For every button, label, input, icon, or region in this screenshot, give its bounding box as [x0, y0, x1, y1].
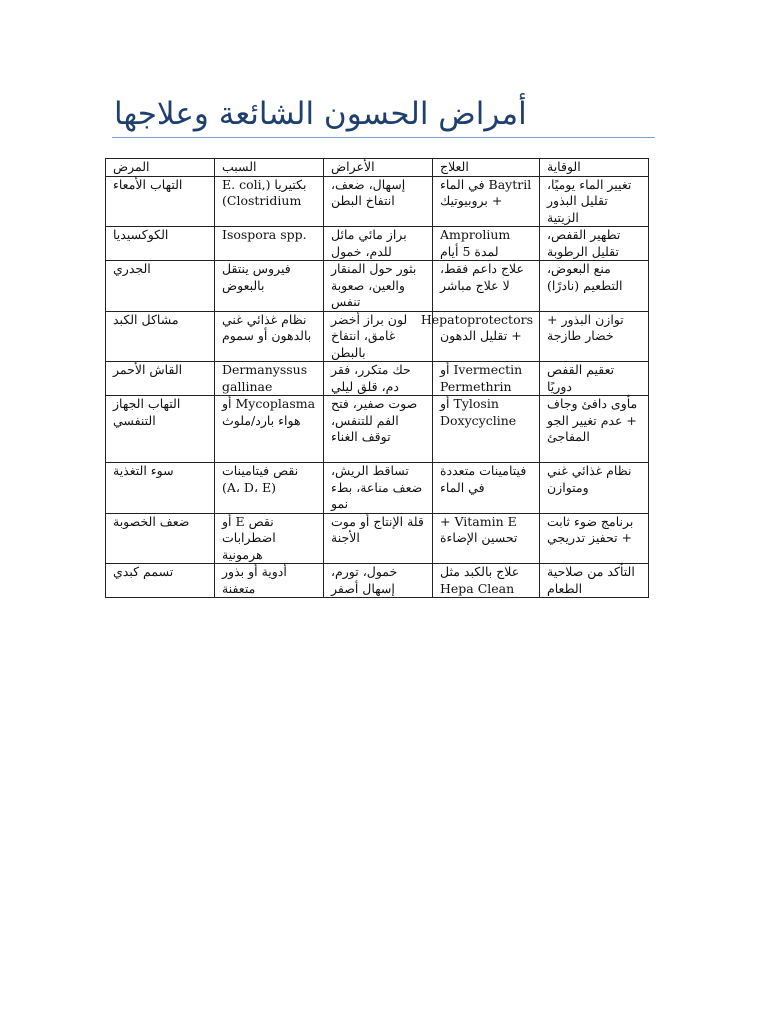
cell-disease: الكوكسيديا: [106, 227, 215, 261]
table-row: [106, 463, 649, 514]
table-row: [106, 513, 649, 564]
cell-cause: فيروس ينتقل بالبعوض: [215, 261, 324, 312]
cell-cause: Mycoplasma أو هواء بارد/ملوث: [215, 396, 324, 463]
table-row: [106, 261, 649, 312]
cell-treatment: Hepatoprotectors + تقليل الدهون: [433, 311, 540, 362]
cell-prevention: توازن البذور + خضار طازجة: [540, 311, 649, 362]
cell-prevention: تطهير القفص، تقليل الرطوبة: [540, 227, 649, 261]
cell-cause: نقص E أو اضطرابات هرمونية: [215, 513, 324, 564]
cell-disease: سوء التغذية: [106, 463, 215, 514]
table-header-row: [106, 159, 649, 177]
cell-treatment: علاج داعم فقط، لا علاج مباشر: [433, 261, 540, 312]
cell-disease: التهاب الأمعاء: [106, 176, 215, 227]
cell-symptoms: براز مائي مائل للدم، خمول: [324, 227, 433, 261]
cell-treatment: علاج بالكبد مثل Hepa Clean: [433, 564, 540, 598]
cell-symptoms: خمول، تورم، إسهال أصفر: [324, 564, 433, 598]
table-row: [106, 227, 649, 261]
cell-symptoms: صوت صفير، فتح الفم للتنفس، توقف الغناء: [324, 396, 433, 463]
table-row: [106, 176, 649, 227]
cell-treatment: Vitamin E + تحسين الإضاءة: [433, 513, 540, 564]
cell-cause: نقص فيتامينات (A، D، E): [215, 463, 324, 514]
cell-symptoms: إسهال، ضعف، انتفاخ البطن: [324, 176, 433, 227]
cell-treatment: Tylosin أو Doxycycline: [433, 396, 540, 463]
table-body: [106, 159, 649, 598]
cell-disease: التهاب الجهاز التنفسي: [106, 396, 215, 463]
cell-disease: القاش الأحمر: [106, 362, 215, 396]
table-row: [106, 396, 649, 463]
cell-prevention: منع البعوض، التطعيم (نادرًا): [540, 261, 649, 312]
cell-disease: ضعف الخصوبة: [106, 513, 215, 564]
cell-prevention: تعقيم القفص دوريًا: [540, 362, 649, 396]
cell-symptoms: قلة الإنتاج أو موت الأجنة: [324, 513, 433, 564]
header-disease: المرض: [106, 159, 215, 177]
page-title: أمراض الحسون الشائعة وعلاجها: [114, 96, 527, 132]
cell-cause: أدوية أو بذور متعفنة: [215, 564, 324, 598]
cell-prevention: نظام غذائي غني ومتوازن: [540, 463, 649, 514]
cell-cause: بكتيريا (E. coli, Clostridium): [215, 176, 324, 227]
cell-disease: تسمم كبدي: [106, 564, 215, 598]
table-row: [106, 311, 649, 362]
cell-prevention: التأكد من صلاحية الطعام: [540, 564, 649, 598]
cell-symptoms: بثور حول المنقار والعين، صعوبة تنفس: [324, 261, 433, 312]
cell-disease: مشاكل الكبد: [106, 311, 215, 362]
cell-treatment: فيتامينات متعددة في الماء: [433, 463, 540, 514]
cell-treatment: Baytril في الماء + بروبيوتيك: [433, 176, 540, 227]
cell-cause: نظام غذائي غني بالدهون أو سموم: [215, 311, 324, 362]
cell-cause: Isospora spp.: [215, 227, 324, 261]
header-treatment: العلاج: [433, 159, 540, 177]
table-row: [106, 362, 649, 396]
diseases-table: [105, 158, 649, 598]
cell-treatment: Ivermectin أو Permethrin: [433, 362, 540, 396]
cell-disease: الجدري: [106, 261, 215, 312]
table-row: [106, 564, 649, 598]
cell-prevention: تغيير الماء يوميًا، تقليل البذور الزيتية: [540, 176, 649, 227]
title-underline: [112, 137, 655, 138]
header-symptoms: الأعراض: [324, 159, 433, 177]
header-prevention: الوقاية: [540, 159, 649, 177]
cell-prevention: مأوى دافئ وجاف + عدم تغيير الجو المفاجئ: [540, 396, 649, 463]
cell-symptoms: لون براز أخضر غامق، انتفاخ بالبطن: [324, 311, 433, 362]
cell-treatment: Amprolium لمدة 5 أيام: [433, 227, 540, 261]
cell-cause: Dermanyssus gallinae: [215, 362, 324, 396]
cell-symptoms: تساقط الريش، ضعف مناعة، بطء نمو: [324, 463, 433, 514]
header-cause: السبب: [215, 159, 324, 177]
cell-symptoms: حك متكرر، فقر دم، قلق ليلي: [324, 362, 433, 396]
cell-prevention: برنامج ضوء ثابت + تحفيز تدريجي: [540, 513, 649, 564]
